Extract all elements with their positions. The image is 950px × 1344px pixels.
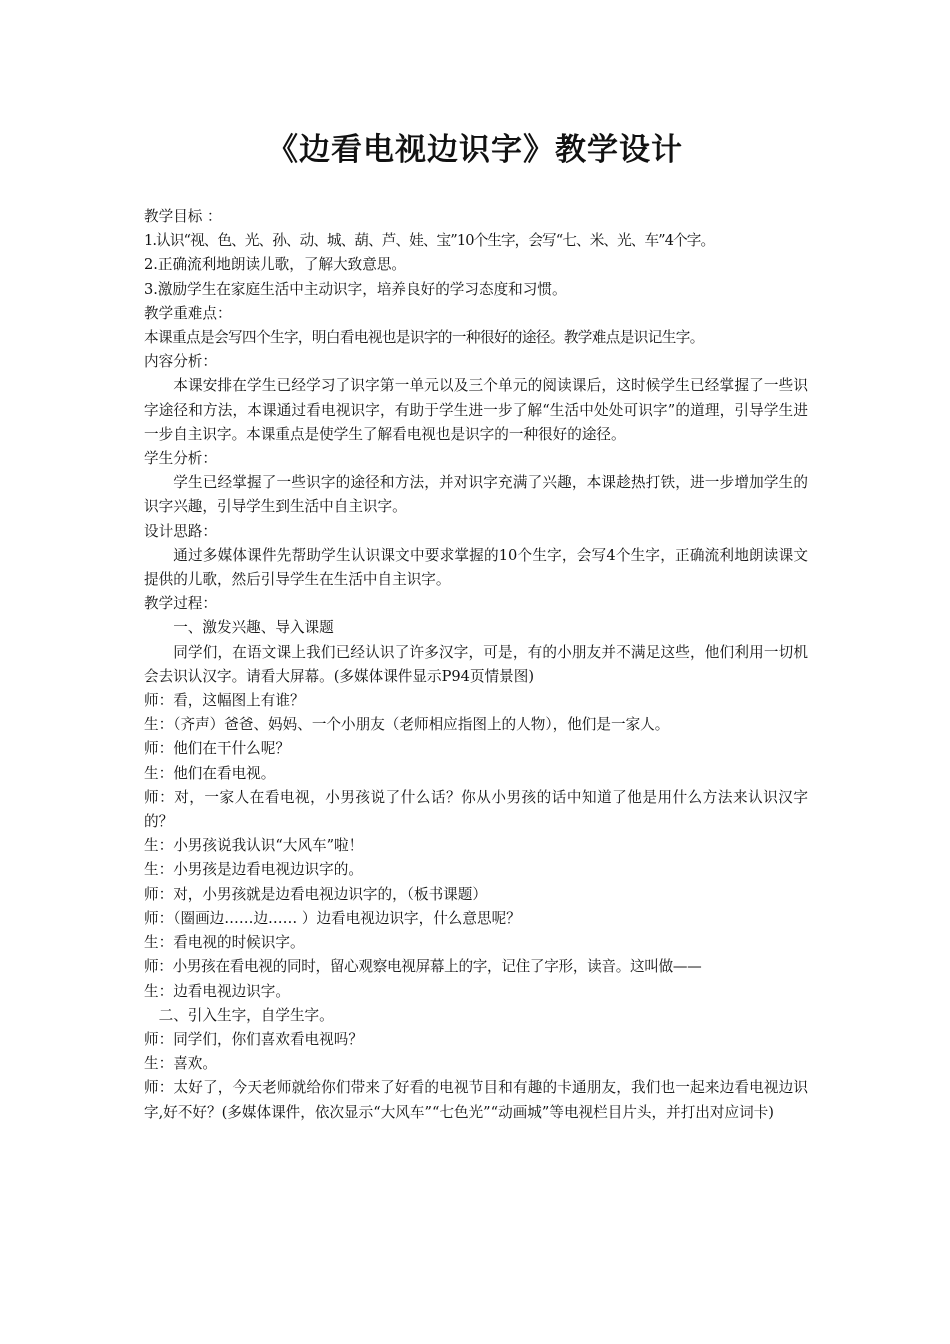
dialogue-line: 生：他们在看电视。 <box>144 764 276 782</box>
section-heading-student-analysis: 学生分析： <box>144 450 217 468</box>
section-heading-goals: 教学目标 ： <box>144 208 222 225</box>
process-step-1-heading: 一、激发兴趣、导入课题 <box>173 619 334 637</box>
goal-item-1: 1.认识“视、色、光、孙、动、城、葫、芦、娃、宝”10个生字，会写“七、米、光、车”4个字。 <box>144 232 715 250</box>
dialogue-line: 师：看，这幅图上有谁？ <box>144 692 305 710</box>
dialogue-line: 师：小男孩在看电视的同时，留心观察电视屏幕上的字，记住了字形，读音。这叫做—— <box>144 958 702 976</box>
design-idea-text: 通过多媒体课件先帮助学生认识课文中要求掌握的10个生字，会写4个生字，正确流利地朗读课文提供的儿歌，然后引导学生在生活中自主识字。 <box>144 546 808 589</box>
content-analysis-text: 本课安排在学生已经学习了识字第一单元以及三个单元的阅读课后，这时候学生已经掌握了一些识字途径和方法，本课通过看电视识字，有助于学生进一步了解“生活中处处可识字”的道理，引导学生进一步自主识字。本课重点是使学生了解看电视也是识字的一种很好的途径。 <box>144 377 808 443</box>
dialogue-line: 师：（圈画边……边…… ）边看电视边识字，什么意思呢？ <box>144 909 521 927</box>
student-analysis-text: 学生已经掌握了一些识字的途径和方法，并对识字充满了兴趣，本课趁热打铁，进一步增加学生的识字兴趣，引导学生到生活中自主识字。 <box>144 474 808 516</box>
section-heading-content-analysis: 内容分析： <box>144 353 217 371</box>
dialogue-line: 生：看电视的时候识字。 <box>144 934 305 952</box>
dialogue-line: 生：小男孩是边看电视边识字的。 <box>144 861 363 879</box>
process-step-2-heading: 二、引入生字，自学生字。 <box>158 1006 334 1024</box>
goal-item-3: 3.激励学生在家庭生活中主动识字，培养良好的学习态度和习惯。 <box>144 280 567 298</box>
dialogue-line: 师：他们在干什么呢？ <box>144 740 290 758</box>
section-heading-process: 教学过程： <box>144 595 217 613</box>
document-body <box>144 205 808 1125</box>
dialogue-line: 生：小男孩说我认识“大风车”啦！ <box>144 837 364 855</box>
goal-item-2: 2.正确流利地朗读儿歌，了解大致意思。 <box>144 256 407 274</box>
dialogue-line: 师：对，一家人在看电视，小男孩说了什么话？你从小男孩的话中知道了他是用什么方法来认识汉字的？ <box>144 788 808 831</box>
dialogue-line: 师：太好了，今天老师就给你们带来了好看的电视节目和有趣的卡通朋友，我们也一起来边看电视边识字,好不好？(多媒体课件，依次显示“大风车”“七色光”“动画城”等电视栏目片头，并打出对应词卡) <box>144 1079 808 1121</box>
document-title: 《边看电视边识字》教学设计 <box>267 132 683 168</box>
dialogue-line: 生：（齐声）爸爸、妈妈、一个小朋友（老师相应指图上的人物），他们是一家人。 <box>144 716 670 734</box>
dialogue-line: 生：边看电视边识字。 <box>144 982 290 1000</box>
dialogue-line: 生：喜欢。 <box>144 1055 217 1073</box>
section-heading-key-points: 教学重难点： <box>144 304 232 322</box>
dialogue-line: 师：对，小男孩就是边看电视边识字的，（板书课题） <box>144 885 487 903</box>
section-heading-design-idea: 设计思路： <box>144 522 217 540</box>
process-step-1-intro: 同学们，在语文课上我们已经认识了许多汉字，可是，有的小朋友并不满足这些，他们利用一切机会去识认汉字。请看大屏幕。(多媒体课件显示P94页情景图) <box>144 643 808 685</box>
dialogue-line: 师：同学们，你们喜欢看电视吗？ <box>144 1030 363 1048</box>
key-points-text: 本课重点是会写四个生字，明白看电视也是识字的一种很好的途径。教学难点是识记生字。 <box>144 329 704 347</box>
